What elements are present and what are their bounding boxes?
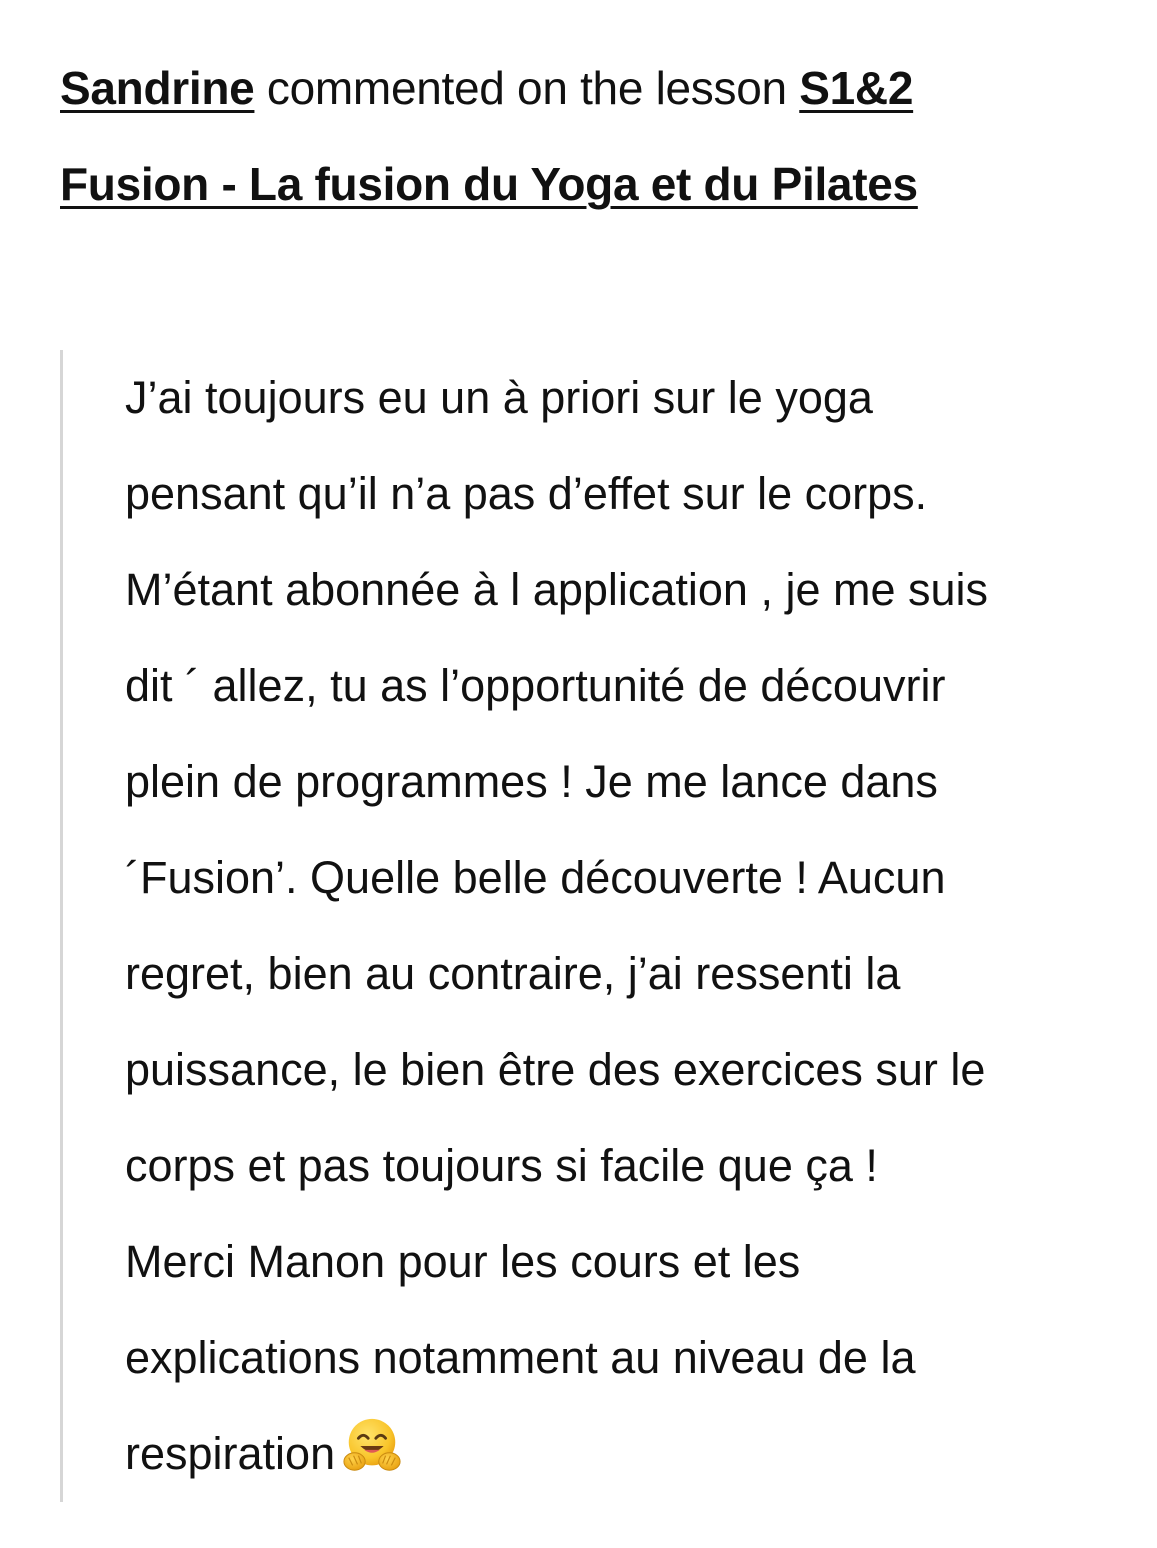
comment-line: M’étant abonnée à l application , je me suis	[125, 564, 989, 615]
comment-line: regret, bien au contraire, j’ai ressenti la	[125, 948, 901, 999]
author-link[interactable]: Sandrine	[60, 62, 255, 114]
hugging-face-icon	[341, 1414, 403, 1510]
comment-line: corps et pas toujours si facile que ça !	[125, 1140, 878, 1191]
comment-line: respiration	[125, 1428, 336, 1479]
comment-line: Merci Manon pour les cours et les	[125, 1236, 801, 1287]
comment-line: explications notamment au niveau de la	[125, 1332, 916, 1383]
comment-header	[60, 40, 1120, 232]
comment-line: J’ai toujours eu un à priori sur le yoga	[125, 372, 873, 423]
comment-line: dit ´ allez, tu as l’opportunité de découvrir	[125, 660, 946, 711]
lesson-title-line2: Fusion - La fusion du Yoga et du Pilates	[60, 158, 918, 210]
comment-line: puissance, le bien être des exercices sur le	[125, 1044, 986, 1095]
comment-last-line	[125, 1406, 1105, 1510]
comment-line: plein de programmes ! Je me lance dans	[125, 756, 938, 807]
comment-quote	[60, 350, 1120, 1502]
comment-body	[125, 350, 1105, 1510]
comment-action-text: commented on the lesson	[254, 62, 800, 114]
lesson-title-line1: S1&2	[799, 62, 914, 114]
comment-line: ´Fusion’. Quelle belle découverte ! Aucun	[125, 852, 946, 903]
comment-line: pensant qu’il n’a pas d’effet sur le corps.	[125, 468, 928, 519]
